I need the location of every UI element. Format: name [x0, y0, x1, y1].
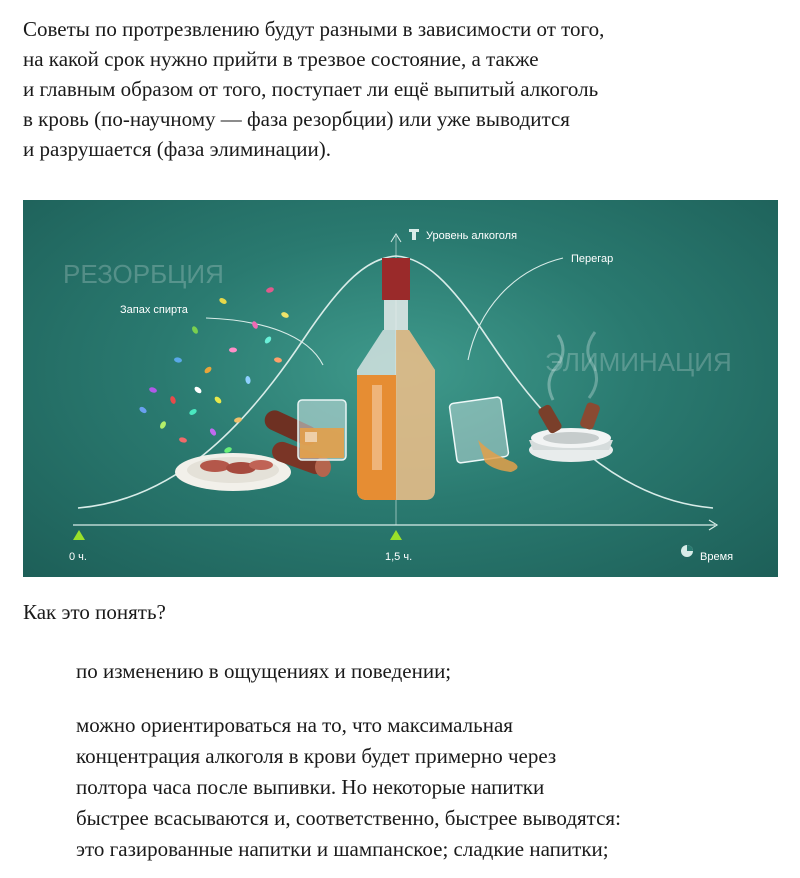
alcohol-phases-illustration [23, 200, 778, 577]
whisky-glass [298, 400, 346, 460]
intro-line: и главным образом от того, поступает ли ещё выпитый алкоголь [23, 77, 599, 101]
list-item-line: полтора часа после выпивки. Но некоторые напитки [76, 775, 545, 799]
phase-elimination-label: ЭЛИМИНАЦИЯ [545, 347, 732, 377]
smell-pointer-line [206, 318, 323, 365]
intro-line: и разрушается (фаза элиминации). [23, 137, 331, 161]
phase-resorption-label: РЕЗОРБЦИЯ [63, 259, 224, 289]
tick-start-label: 0 ч. [69, 551, 87, 563]
list-item-line: это газированные напитки и шампанское; сладкие напитки; [76, 837, 609, 861]
list-item [76, 710, 776, 865]
hangover-pointer-line [468, 258, 563, 360]
empty-glass [449, 397, 517, 472]
clock-icon [681, 545, 693, 557]
plate-with-sausage [175, 453, 291, 491]
start-marker-icon [73, 530, 85, 540]
y-axis-label: Уровень алкоголя [426, 230, 518, 242]
list-item-line: быстрее всасываются и, соответственно, быстрее выводятся: [76, 806, 621, 830]
x-axis-label: Время [700, 551, 734, 563]
peak-marker-icon [390, 530, 402, 540]
intro-line: на какой срок нужно прийти в трезвое состояние, а также [23, 47, 539, 71]
list-item-line: можно ориентироваться на то, что максимальная [76, 713, 513, 737]
intro-paragraph [23, 14, 783, 164]
question-heading: Как это понять? [23, 600, 166, 624]
y-axis-icon [409, 229, 419, 240]
tick-peak-label: 1,5 ч. [385, 551, 413, 563]
list-item: по изменению в ощущениях и поведении; [76, 659, 452, 683]
intro-line: в кровь (по-научному — фаза резорбции) или уже выводится [23, 107, 570, 131]
smell-label: Запах спирта [120, 304, 188, 316]
bottle [357, 258, 435, 500]
list-item-line: концентрация алкоголя в крови будет примерно через [76, 744, 557, 768]
illustration-canvas [23, 200, 778, 577]
intro-line: Советы по протрезвлению будут разными в зависимости от того, [23, 17, 605, 41]
hangover-label: Перегар [571, 253, 614, 265]
